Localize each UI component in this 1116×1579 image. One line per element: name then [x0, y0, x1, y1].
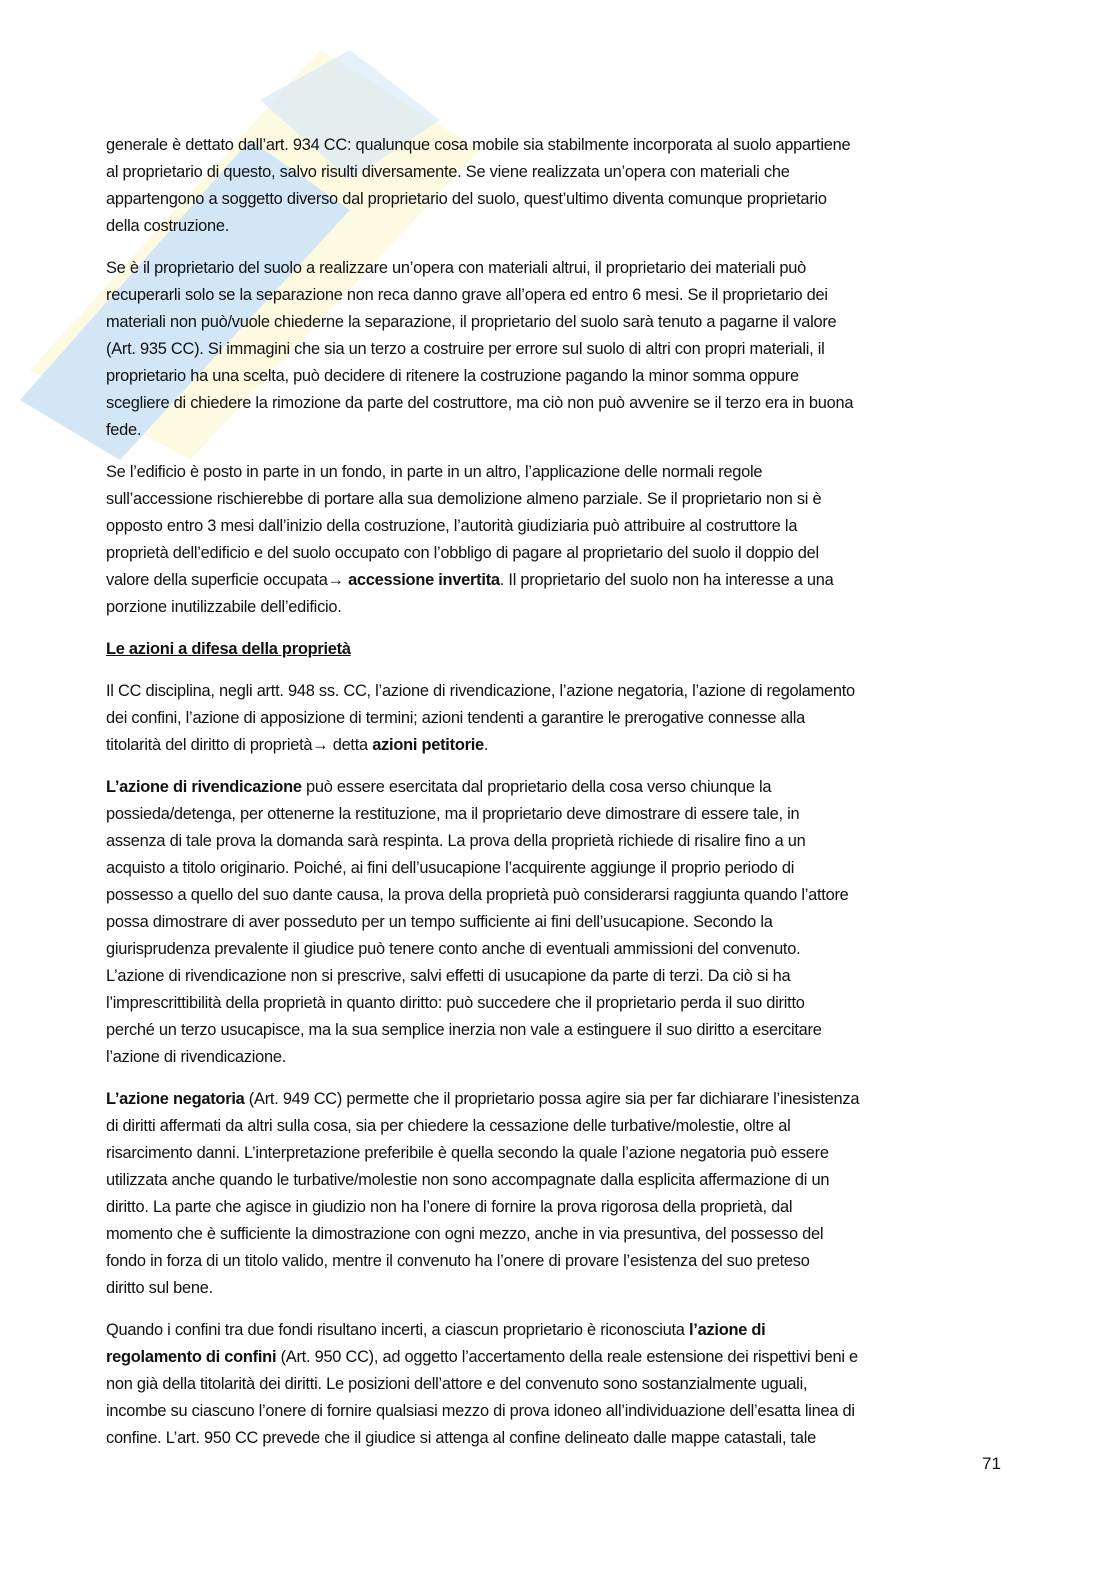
- text-line: [106, 1344, 1006, 1371]
- text-run: perché un terzo usucapisce, ma la sua semplice inerzia non vale a estinguere il suo diritto a esercitare: [106, 1021, 822, 1039]
- text-run: può essere esercitata dal proprietario della cosa verso chiunque la: [301, 778, 772, 796]
- text-run: assenza di tale prova la domanda sarà respinta. La prova della proprietà richiede di risalire fino a un: [106, 832, 806, 850]
- text-line: [106, 540, 1006, 567]
- text-run: diritto sul bene.: [106, 1279, 213, 1297]
- paragraph: [106, 255, 1006, 444]
- text-line: [106, 936, 1006, 963]
- text-run: dei confini, l’azione di apposizione di termini; azioni tendenti a garantire le prerogative connesse alla: [106, 709, 806, 727]
- text-run: l’azione di rivendicazione.: [106, 1048, 287, 1066]
- bold-term: l’azione di: [688, 1321, 766, 1339]
- text-run: (Art. 935 CC). Si immagini che sia un terzo a costruire per errore sul suolo di altri con propri materiali, il: [106, 340, 825, 358]
- text-line: [106, 309, 1006, 336]
- text-line: [106, 678, 1006, 705]
- text-run: momento che è sufficiente la dimostrazione con ogni mezzo, anche in via presuntiva, del possesso del: [106, 1225, 824, 1243]
- text-line: [106, 186, 1006, 213]
- text-run: risarcimento danni. L’interpretazione preferibile è quella secondo la quale l’azione negatoria può essere: [106, 1144, 829, 1162]
- text-line: [106, 513, 1006, 540]
- bold-term: regolamento di confini: [106, 1348, 277, 1366]
- text-run: proprietario ha una scelta, può decidere di ritenere la costruzione pagando la minor somma oppure: [106, 367, 799, 385]
- text-line: [106, 1248, 1006, 1275]
- text-run: porzione inutilizzabile dell’edificio.: [106, 598, 342, 616]
- text-line: [106, 855, 1006, 882]
- bold-term: L’azione negatoria: [106, 1090, 245, 1108]
- text-line: [106, 990, 1006, 1017]
- text-run: confine. L’art. 950 CC prevede che il giudice si attenga al confine delineato dalle mappe catastali, tale: [106, 1429, 816, 1447]
- text-line: [106, 1140, 1006, 1167]
- text-line: [106, 1086, 1006, 1113]
- text-line: [106, 1044, 1006, 1071]
- text-run: fede.: [106, 421, 142, 439]
- text-run: acquisto a titolo originario. Poiché, ai fini dell’usucapione l’acquirente aggiunge il proprio periodo di: [106, 859, 795, 877]
- text-line: [106, 1275, 1006, 1302]
- text-line: [106, 732, 1006, 759]
- text-run: (Art. 950 CC), ad oggetto l’accertamento della reale estensione dei rispettivi beni e: [276, 1348, 858, 1366]
- text-run: (Art. 949 CC) permette che il proprietario possa agire sia per far dichiarare l’inesistenza: [244, 1090, 860, 1108]
- text-line: [106, 159, 1006, 186]
- bold-term: azioni petitorie: [372, 736, 484, 754]
- paragraph: [106, 678, 1006, 759]
- text-line: [106, 1425, 1006, 1452]
- text-run: .: [483, 736, 489, 754]
- text-line: [106, 636, 1006, 663]
- text-run: proprietà dell’edificio e del suolo occupato con l’obbligo di pagare al proprietario del suolo il doppio del: [106, 544, 819, 562]
- text-run: possa dimostrare di aver posseduto per un tempo sufficiente ai fini dell’usucapione. Secondo la: [106, 913, 773, 931]
- text-line: [106, 909, 1006, 936]
- text-line: [106, 459, 1006, 486]
- text-line: [106, 567, 1006, 594]
- text-run: recuperarli solo se la separazione non reca danno grave all’opera ed entro 6 mesi. Se il proprietario dei: [106, 286, 828, 304]
- text-line: [106, 801, 1006, 828]
- text-run: al proprietario di questo, salvo risulti diversamente. Se viene realizzata un’opera con materiali che: [106, 163, 790, 181]
- paragraph: [106, 459, 1006, 621]
- text-line: [106, 1317, 1006, 1344]
- text-run: Quando i confini tra due fondi risultano incerti, a ciascun proprietario è riconosciuta: [106, 1321, 689, 1339]
- text-line: [106, 282, 1006, 309]
- text-line: [106, 486, 1006, 513]
- text-run: opposto entro 3 mesi dall’inizio della costruzione, l’autorità giudiziaria può attribuire al costruttore la: [106, 517, 798, 535]
- text-run: materiali non può/vuole chiederne la separazione, il proprietario del suolo sarà tenuto a pagarne il valore: [106, 313, 837, 331]
- page-number: 71: [982, 1454, 1001, 1473]
- text-line: [106, 594, 1006, 621]
- text-line: [106, 1221, 1006, 1248]
- bold-term: L’azione di rivendicazione: [106, 778, 302, 796]
- text-run: della costruzione.: [106, 217, 230, 235]
- bold-term: accessione invertita: [348, 571, 500, 589]
- document-body: [106, 132, 1006, 1467]
- paragraph: [106, 774, 1006, 1071]
- text-run: sull’accessione rischierebbe di portare alla sua demolizione almeno parziale. Se il proprietario non si è: [106, 490, 822, 508]
- text-run: . Il proprietario del suolo non ha interesse a una: [499, 571, 834, 589]
- text-run: possesso a quello del suo dante causa, la prova della proprietà può considerarsi raggiunta quando l’attore: [106, 886, 849, 904]
- text-run: di diritti affermati da altri sulla cosa, sia per chiedere la cessazione delle turbative/molestie, oltre al: [106, 1117, 791, 1135]
- text-line: [106, 417, 1006, 444]
- paragraph: [106, 1086, 1006, 1302]
- text-run: diritto. La parte che agisce in giudizio non ha l’onere di fornire la prova rigorosa della proprietà, dal: [106, 1198, 793, 1216]
- text-line: [106, 336, 1006, 363]
- text-run: valore della superficie occupata→: [106, 571, 349, 589]
- text-line: [106, 963, 1006, 990]
- section-heading: [106, 636, 1006, 663]
- text-run: non già della titolarità dei diritti. Le posizioni dell’attore e del convenuto sono sostanzialmente uguali,: [106, 1375, 808, 1393]
- text-line: [106, 1398, 1006, 1425]
- text-line: [106, 1167, 1006, 1194]
- text-line: [106, 1194, 1006, 1221]
- text-run: scegliere di chiedere la rimozione da parte del costruttore, ma ciò non può avvenire se il terzo era in buona: [106, 394, 854, 412]
- text-line: [106, 390, 1006, 417]
- text-line: [106, 1113, 1006, 1140]
- text-run: possieda/detenga, per ottenerne la restituzione, ma il proprietario deve dimostrare di essere tale, in: [106, 805, 800, 823]
- text-line: [106, 132, 1006, 159]
- text-line: [106, 828, 1006, 855]
- text-run: L’azione di rivendicazione non si prescrive, salvi effetti di usucapione da parte di terzi. Da ciò si ha: [106, 967, 791, 985]
- text-line: [106, 774, 1006, 801]
- text-line: [106, 705, 1006, 732]
- text-line: [106, 363, 1006, 390]
- text-run: titolarità del diritto di proprietà→ detta: [106, 736, 373, 754]
- text-line: [106, 255, 1006, 282]
- text-run: Il CC disciplina, negli artt. 948 ss. CC, l’azione di rivendicazione, l’azione negatoria, l’azione di regolamento: [106, 682, 855, 700]
- text-run: appartengono a soggetto diverso dal proprietario del suolo, quest’ultimo diventa comunque proprietario: [106, 190, 827, 208]
- text-line: [106, 213, 1006, 240]
- text-run: fondo in forza di un titolo valido, mentre il convenuto ha l’onere di provare l’esistenza del suo preteso: [106, 1252, 810, 1270]
- text-line: [106, 1371, 1006, 1398]
- text-run: generale è dettato dall’art. 934 CC: qualunque cosa mobile sia stabilmente incorporata al suolo appartiene: [106, 136, 851, 154]
- text-run: giurisprudenza prevalente il giudice può tenere conto anche di eventuali ammissioni del convenuto.: [106, 940, 801, 958]
- text-run: Le azioni a difesa della proprietà: [106, 640, 351, 658]
- paragraph: [106, 1317, 1006, 1452]
- paragraph: [106, 132, 1006, 240]
- text-run: l’imprescrittibilità della proprietà in quanto diritto: può succedere che il proprietario perda il suo diritto: [106, 994, 805, 1012]
- text-run: utilizzata anche quando le turbative/molestie non sono accompagnate dalla esplicita affermazione di un: [106, 1171, 830, 1189]
- text-run: Se è il proprietario del suolo a realizzare un’opera con materiali altrui, il proprietario dei materiali può: [106, 259, 807, 277]
- text-line: [106, 882, 1006, 909]
- text-run: Se l’edificio è posto in parte in un fondo, in parte in un altro, l’applicazione delle normali regole: [106, 463, 763, 481]
- text-run: incombe su ciascuno l’onere di fornire qualsiasi mezzo di prova idoneo all’individuazione dell’esatta linea di: [106, 1402, 855, 1420]
- text-line: [106, 1017, 1006, 1044]
